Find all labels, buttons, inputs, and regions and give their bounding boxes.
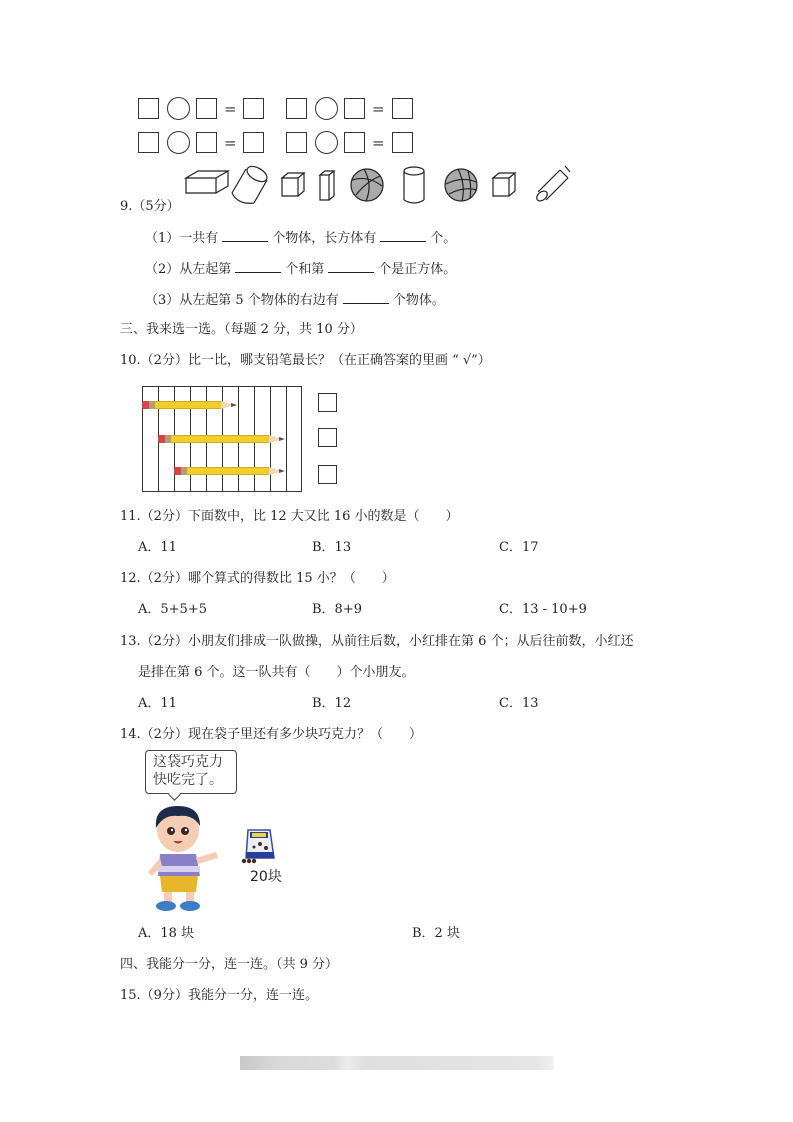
q9-sub2-suffix: 个是正方体。: [378, 262, 457, 277]
answer-blank[interactable]: [235, 259, 281, 273]
answer-blank[interactable]: [328, 259, 374, 273]
q14-option-b[interactable]: B．2 块: [412, 926, 460, 941]
answer-blank[interactable]: [222, 228, 268, 242]
cylinder-upright-icon: [404, 167, 424, 203]
answer-box[interactable]: [392, 132, 413, 153]
pencil-1: [142, 401, 238, 409]
q13-option-a[interactable]: A．11: [138, 696, 177, 711]
pencil-body: [187, 467, 269, 475]
section-4-heading: 四、我能分一分，连一连。（共 9 分）: [120, 957, 339, 972]
q11-option-b[interactable]: B．13: [312, 540, 352, 555]
pencil-body: [155, 401, 221, 409]
equals-sign: =: [224, 134, 237, 152]
operator-circle[interactable]: [167, 97, 190, 120]
q13-option-b[interactable]: B．12: [312, 696, 352, 711]
pencil-lead: [279, 469, 285, 473]
pencil-lead: [231, 403, 237, 407]
answer-box[interactable]: [196, 132, 217, 153]
ball-icon: [351, 169, 383, 201]
blurred-footer: [240, 1056, 554, 1070]
shapes-row: [180, 160, 580, 210]
answer-box[interactable]: [286, 132, 307, 153]
q12-option-b[interactable]: B．8+9: [312, 602, 362, 617]
answer-box[interactable]: [138, 98, 159, 119]
cube-icon: [282, 173, 304, 196]
q11-title: 11.（2分）下面数中，比 12 大又比 16 小的数是（ ）: [120, 509, 459, 524]
pencil-lead: [279, 437, 285, 441]
chocolate-bag-icon: [240, 828, 280, 864]
q9-sub1-prefix: （1）一共有: [145, 231, 219, 246]
q13-option-c[interactable]: C．13: [499, 696, 539, 711]
q9-sub3-prefix: （3）从左起第 5 个物体的右边有: [145, 293, 339, 308]
operator-circle[interactable]: [315, 97, 338, 120]
q15-title: 15.（9分）我能分一分，连一连。: [120, 988, 318, 1003]
cylinder-tilted-icon: [232, 163, 270, 203]
answer-box[interactable]: [286, 98, 307, 119]
cuboid-flat-icon: [186, 171, 228, 193]
pencil-eraser: [142, 401, 149, 409]
q9-title: 9.（5分）: [120, 199, 180, 214]
ball-icon: [445, 169, 477, 201]
bubble-line-1: 这袋巧克力: [153, 754, 223, 770]
grid-line: [286, 387, 287, 491]
q12-option-c[interactable]: C．13 - 10+9: [499, 602, 587, 617]
answer-box[interactable]: [392, 98, 413, 119]
answer-checkbox-1[interactable]: [318, 393, 337, 412]
q9-sub3: [145, 290, 445, 310]
section-3-heading: 三、我来选一选。（每题 2 分，共 10 分）: [120, 322, 363, 337]
equals-sign: =: [372, 100, 385, 118]
answer-box[interactable]: [196, 98, 217, 119]
q11-option-c[interactable]: C．17: [499, 540, 539, 555]
q9-sub1-mid: 个物体，长方体有: [272, 231, 377, 246]
bag-label: 20块: [250, 869, 282, 885]
answer-box[interactable]: [243, 98, 264, 119]
q13-title-line2: 是排在第 6 个。这一队共有（ ）个小朋友。: [138, 665, 415, 680]
answer-box[interactable]: [243, 132, 264, 153]
answer-box[interactable]: [344, 132, 365, 153]
answer-blank[interactable]: [380, 228, 426, 242]
answer-checkbox-2[interactable]: [318, 428, 337, 447]
bubble-line-2: 快吃完了。: [153, 772, 223, 788]
pencil-body: [171, 435, 269, 443]
q13-title-line1: 13.（2分）小朋友们排成一队做操，从前往后数，小红排在第 6 个；从后往前数，小红还: [120, 634, 634, 649]
answer-box[interactable]: [344, 98, 365, 119]
cuboid-tall-icon: [320, 171, 334, 200]
equals-sign: =: [372, 134, 385, 152]
boy-illustration-icon: [138, 800, 223, 915]
operator-circle[interactable]: [167, 131, 190, 154]
answer-box[interactable]: [138, 132, 159, 153]
q9-sub1-suffix: 个。: [430, 231, 457, 246]
cube-icon: [493, 173, 515, 196]
operator-circle[interactable]: [315, 131, 338, 154]
q10-title: 10.（2分）比一比，哪支铅笔最长？（在正确答案的里画 “ √”）: [120, 353, 491, 368]
q12-title: 12.（2分）哪个算式的得数比 15 小？（ ）: [120, 571, 395, 586]
answer-blank[interactable]: [343, 290, 389, 304]
q9-sub2-mid: 个和第: [285, 262, 325, 277]
equals-sign: =: [224, 100, 237, 118]
q9-sub3-suffix: 个物体。: [392, 293, 445, 308]
q12-option-a[interactable]: A．5+5+5: [138, 602, 207, 617]
pencil-eraser: [174, 467, 181, 475]
pencil-3: [174, 467, 285, 475]
q11-option-a[interactable]: A．11: [138, 540, 177, 555]
pencil-eraser: [158, 435, 165, 443]
cylinder-tilted-thin-icon: [535, 166, 570, 203]
q9-sub2: [145, 259, 456, 279]
q14-title: 14.（2分）现在袋子里还有多少块巧克力？（ ）: [120, 727, 422, 742]
q14-option-a[interactable]: A．18 块: [138, 926, 195, 941]
speech-bubble: [145, 750, 237, 794]
q9-sub2-prefix: （2）从左起第: [145, 262, 232, 277]
q9-sub1: [145, 228, 456, 248]
answer-checkbox-3[interactable]: [318, 465, 337, 484]
pencil-2: [158, 435, 285, 443]
